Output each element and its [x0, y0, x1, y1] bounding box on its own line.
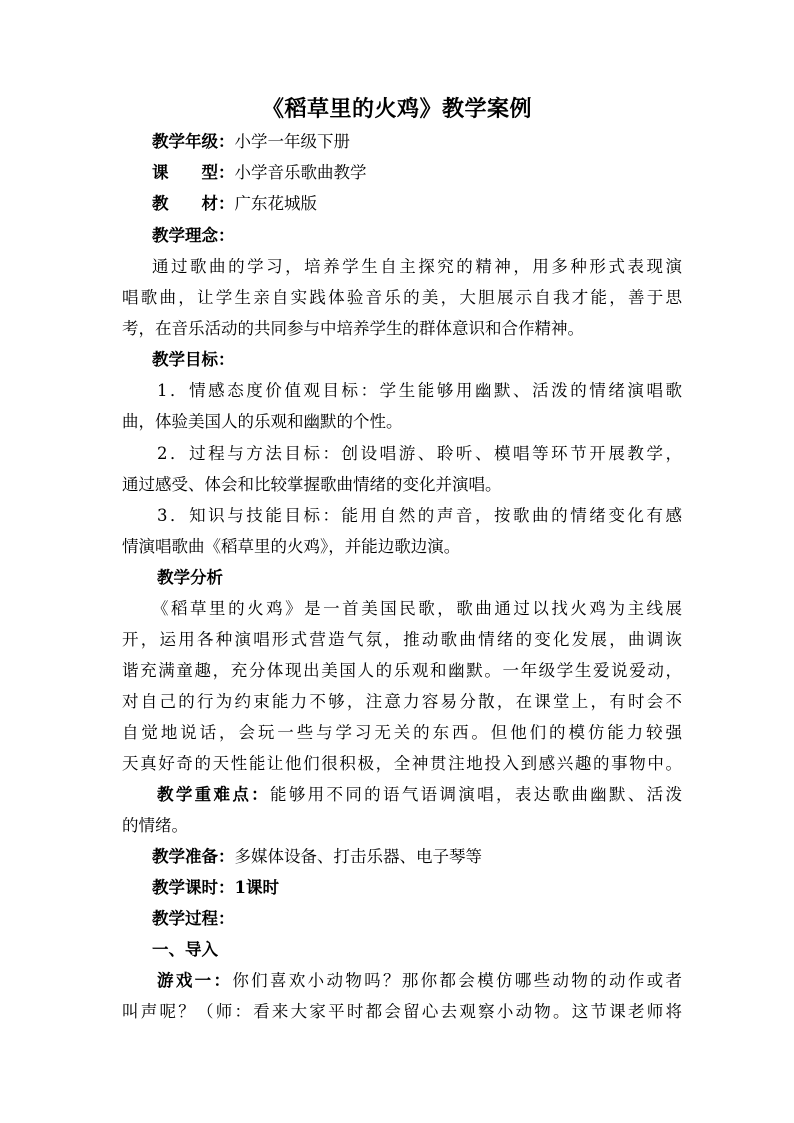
philosophy-line-2: 唱歌曲，让学生亲自实践体验音乐的美，大胆展示自我才能，善于思 [122, 288, 682, 307]
hours-row [152, 874, 712, 898]
analysis-line-6: 天真好奇的天性能让他们很积极，全神贯注地投入到感兴趣的事物中。 [122, 754, 682, 773]
material-row [152, 190, 712, 214]
grade-row [152, 128, 712, 152]
analysis-line-2: 开，运用各种演唱形式营造气氛，推动歌曲情绪的变化发展，曲调诙 [122, 630, 682, 649]
material-value: 广东花城版 [234, 194, 317, 213]
game-1-text-2: 叫声呢？（师：看来大家平时都会留心去观察小动物。这节课老师将 [122, 1002, 682, 1021]
analysis-line-3: 谐充满童趣，充分体现出美国人的乐观和幽默。一年级学生爱说爱动， [122, 661, 682, 680]
key-points-row [157, 781, 682, 805]
type-value: 小学音乐歌曲教学 [234, 163, 367, 182]
section-1-heading: 一、导入 [152, 940, 218, 959]
grade-value: 小学一年级下册 [234, 132, 350, 151]
type-row [152, 159, 712, 183]
material-label: 教 材： [152, 194, 235, 213]
game-1-row [157, 967, 682, 991]
analysis-line-1: 《稻草里的火鸡》是一首美国民歌，歌曲通过以找火鸡为主线展 [152, 599, 682, 618]
goal-3-line-1: 3．知识与技能目标：能用自然的声音，按歌曲的情绪变化有感 [157, 506, 682, 525]
goal-1-line-2: 曲，体验美国人的乐观和幽默的个性。 [122, 412, 403, 431]
philosophy-heading: 教学理念： [152, 226, 235, 245]
analysis-heading: 教学分析 [157, 568, 223, 587]
philosophy-line-3: 考，在音乐活动的共同参与中培养学生的群体意识和合作精神。 [122, 319, 584, 338]
goals-heading: 教学目标： [152, 350, 235, 369]
analysis-line-4: 对自己的行为约束能力不够，注意力容易分散，在课堂上，有时会不 [122, 692, 682, 711]
preparation-label: 教学准备： [152, 847, 235, 866]
goal-2-line-1: 2．过程与方法目标：创设唱游、聆听、模唱等环节开展教学， [157, 444, 682, 463]
philosophy-line-1: 通过歌曲的学习，培养学生自主探究的精神，用多种形式表现演 [152, 257, 682, 276]
preparation-value: 多媒体设备、打击乐器、电子琴等 [234, 847, 482, 866]
document-title: 《稻草里的火鸡》教学案例 [261, 96, 532, 122]
game-1-text-1: 你们喜欢小动物吗？那你都会模仿哪些动物的动作或者 [232, 971, 682, 990]
key-points-text-2: 的情绪。 [122, 816, 188, 835]
hours-value: 1课时 [234, 878, 279, 897]
game-1-label: 游戏一： [157, 971, 233, 990]
analysis-line-5: 自觉地说话，会玩一些与学习无关的东西。但他们的模仿能力较强 [122, 723, 682, 742]
preparation-row [152, 843, 712, 867]
goal-1-line-1: 1．情感态度价值观目标：学生能够用幽默、活泼的情绪演唱歌 [157, 381, 682, 400]
key-points-text-1: 能够用不同的语气语调演唱，表达歌曲幽默、活泼 [270, 785, 682, 804]
goal-2-line-2: 通过感受、体会和比较掌握歌曲情绪的变化并演唱。 [122, 475, 502, 494]
type-label: 课 型： [152, 163, 235, 182]
key-points-label: 教学重难点： [157, 785, 270, 804]
grade-label: 教学年级： [152, 132, 235, 151]
goal-3-line-2: 情演唱歌曲《稻草里的火鸡》，并能边歌边演。 [122, 537, 461, 556]
process-heading: 教学过程： [152, 909, 235, 928]
hours-label: 教学课时： [152, 878, 235, 897]
